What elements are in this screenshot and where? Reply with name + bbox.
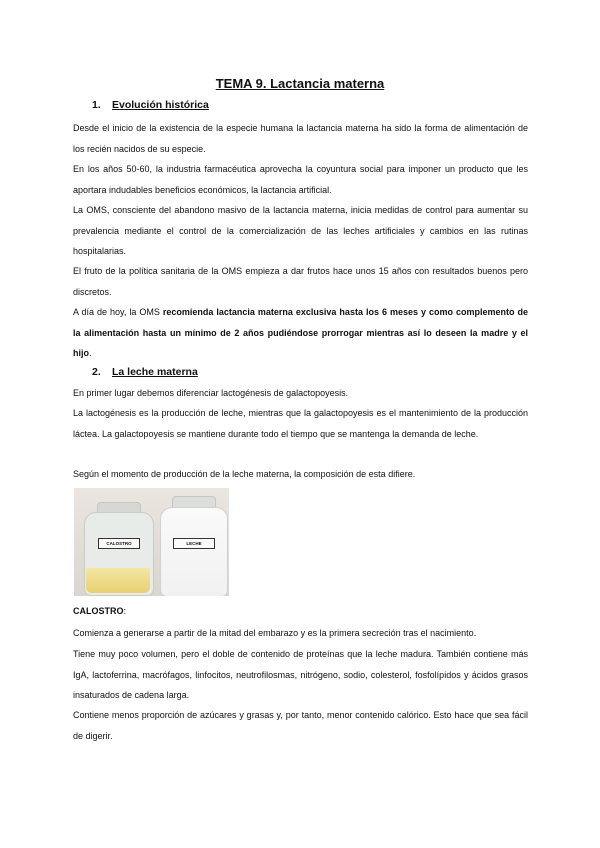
calostro-heading-line bbox=[73, 601, 528, 622]
calostro-colon: : bbox=[123, 606, 127, 616]
paragraph-9: Comienza a generarse a partir de la mitad del embarazo y es la primera secreción tras el nacimiento. bbox=[73, 628, 477, 638]
paragraph-3: La OMS, consciente del abandono masivo de la lactancia materna, inicia medidas de control para aumentar su prevalencia mediante el control de la comercialización de las leches artificiales y cambios en las rutinas hospitalarias. bbox=[73, 205, 528, 256]
section-title: Evolución histórica bbox=[112, 99, 209, 111]
paragraph-11: Contiene menos proporción de azúcares y grasas y, por tanto, menor contenido calórico. Esto hace que sea fácil de digerir. bbox=[73, 710, 528, 741]
paragraph-2: En los años 50-60, la industria farmacéutica aprovecha la coyuntura social para imponer un producto que les aportara indudables beneficios económicos, la lactancia artificial. bbox=[73, 164, 528, 195]
calostro-label: CALOSTRO bbox=[98, 538, 140, 549]
section-heading-evolucion bbox=[92, 99, 209, 111]
paragraph-5-end: . bbox=[89, 348, 92, 358]
calostro-heading: CALOSTRO bbox=[73, 606, 124, 616]
paragraph-8: Según el momento de producción de la leche materna, la composición de esta difiere. bbox=[73, 469, 416, 479]
leche-label: LECHE bbox=[173, 538, 215, 549]
paragraph-10: Tiene muy poco volumen, pero el doble de contenido de proteínas que la leche madura. También contiene más IgA, lactoferrina, macrófagos, linfocitos, neutrofilosmas, nitrógeno, sodio, colesterol, fosfolípidos y ácidos grasos insaturados de cadena larga. bbox=[73, 649, 528, 700]
paragraph-5-bold: recomienda lactancia materna exclusiva hasta los 6 meses y como complemento de la alimentación hasta un mínimo de 2 años pudiéndose prorrogar mientras así lo deseen la madre y el hijo bbox=[73, 307, 528, 358]
paragraph-1: Desde el inicio de la existencia de la especie humana la lactancia materna ha sido la forma de alimentación de los recién nacidos de su especie. bbox=[73, 123, 528, 154]
paragraph-5 bbox=[73, 302, 528, 364]
paragraph-7: La lactogénesis es la producción de leche, mientras que la galactopoyesis es el mantenimiento de la producción láctea. La galactopoyesis se mantiene durante todo el tiempo que se mantenga la demanda de leche. bbox=[73, 408, 528, 439]
page-title: TEMA 9. Lactancia materna bbox=[215, 76, 385, 91]
section-number: 1. bbox=[92, 99, 101, 111]
jars-photo bbox=[74, 488, 229, 596]
section-number: 2. bbox=[92, 366, 101, 378]
paragraph-5-plain: A día de hoy, la OMS bbox=[73, 307, 163, 317]
paragraph-6: En primer lugar debemos diferenciar lactogénesis de galactopoyesis. bbox=[73, 388, 349, 398]
section-heading-leche bbox=[92, 366, 198, 378]
leche-jar bbox=[160, 496, 226, 596]
section-title: La leche materna bbox=[112, 366, 198, 378]
calostro-jar bbox=[84, 502, 152, 596]
paragraph-4: El fruto de la política sanitaria de la OMS empieza a dar frutos hace unos 15 años con resultados buenos pero discretos. bbox=[73, 266, 528, 297]
